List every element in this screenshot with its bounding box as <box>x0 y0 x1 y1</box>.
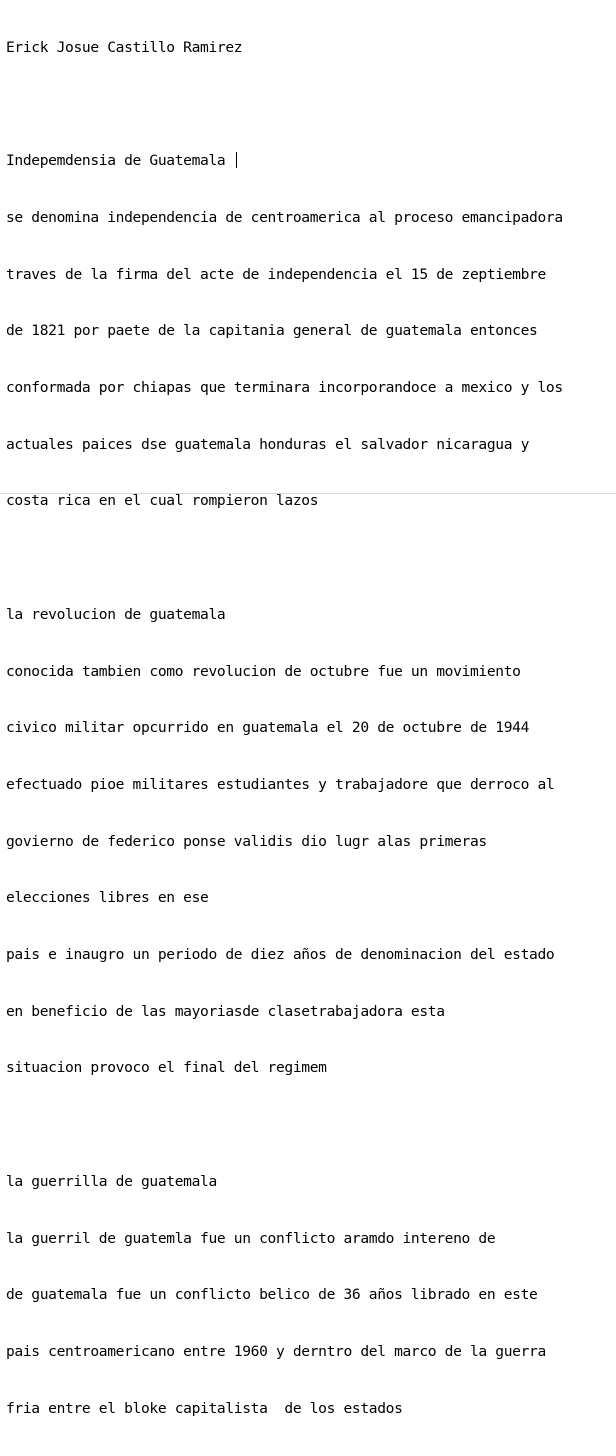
paragraph-line: pais centroamericano entre 1960 y derntro del marco de la guerra <box>6 1342 546 1360</box>
paragraph-line: conocida tambien como revolucion de octubre fue un movimiento <box>6 662 521 680</box>
paragraph-line: actuales paices dse guatemala honduras el salvador nicaragua y <box>6 435 530 453</box>
document-text-area[interactable] <box>6 1 616 1456</box>
paragraph-line: de 1821 por paete de la capitania general de guatemala entonces <box>6 322 538 340</box>
paragraph-line: la guerril de guatemla fue un conflicto aramdo intereno de <box>6 1229 496 1247</box>
heading-independencia-line <box>6 152 616 171</box>
paragraph-line: pais e inaugro un periodo de diez años de denominacion del estado <box>6 946 555 964</box>
paragraph-line: se denomina independencia de centroamerica al proceso emancipadora <box>6 208 563 226</box>
paragraph-line: civico militar opcurrido en guatemala el 20 de octubre de 1944 <box>6 719 530 737</box>
paragraph-line: traves de la firma del acte de independencia el 15 de zeptiembre <box>6 265 546 283</box>
text-caret <box>236 152 237 168</box>
paragraph-line: de guatemala fue un conflicto belico de 36 años librado en este <box>6 1286 538 1304</box>
paragraph-line: conformada por chiapas que terminara incorporandoce a mexico y los <box>6 379 563 397</box>
paragraph-line: costa rica en el cual rompieron lazos <box>6 492 319 510</box>
paragraph-line: efectuado pioe militares estudiantes y trabajadore que derroco al <box>6 775 555 793</box>
paragraph-line: situacion provoco el final del regimem <box>6 1059 327 1077</box>
heading-revolucion-line: la revolucion de guatemala <box>6 605 226 623</box>
paragraph-line: govierno de federico ponse validis dio lugr alas primeras <box>6 832 487 850</box>
paragraph-line: fria entre el bloke capitalista de los estados <box>6 1399 403 1417</box>
blank-line <box>6 96 616 115</box>
paragraph-line: en beneficio de las mayoriasde clasetrabajadora esta <box>6 1002 445 1020</box>
heading-independencia-text: Indepemdensia de Guatemala <box>6 152 234 170</box>
paragraph-line: elecciones libres en ese <box>6 889 209 907</box>
heading-guerrilla-line: la guerrilla de guatemala <box>6 1172 217 1190</box>
blank-line <box>6 549 616 568</box>
author-name-line: Erick Josue Castillo Ramirez <box>6 38 243 56</box>
blank-line <box>6 1116 616 1135</box>
